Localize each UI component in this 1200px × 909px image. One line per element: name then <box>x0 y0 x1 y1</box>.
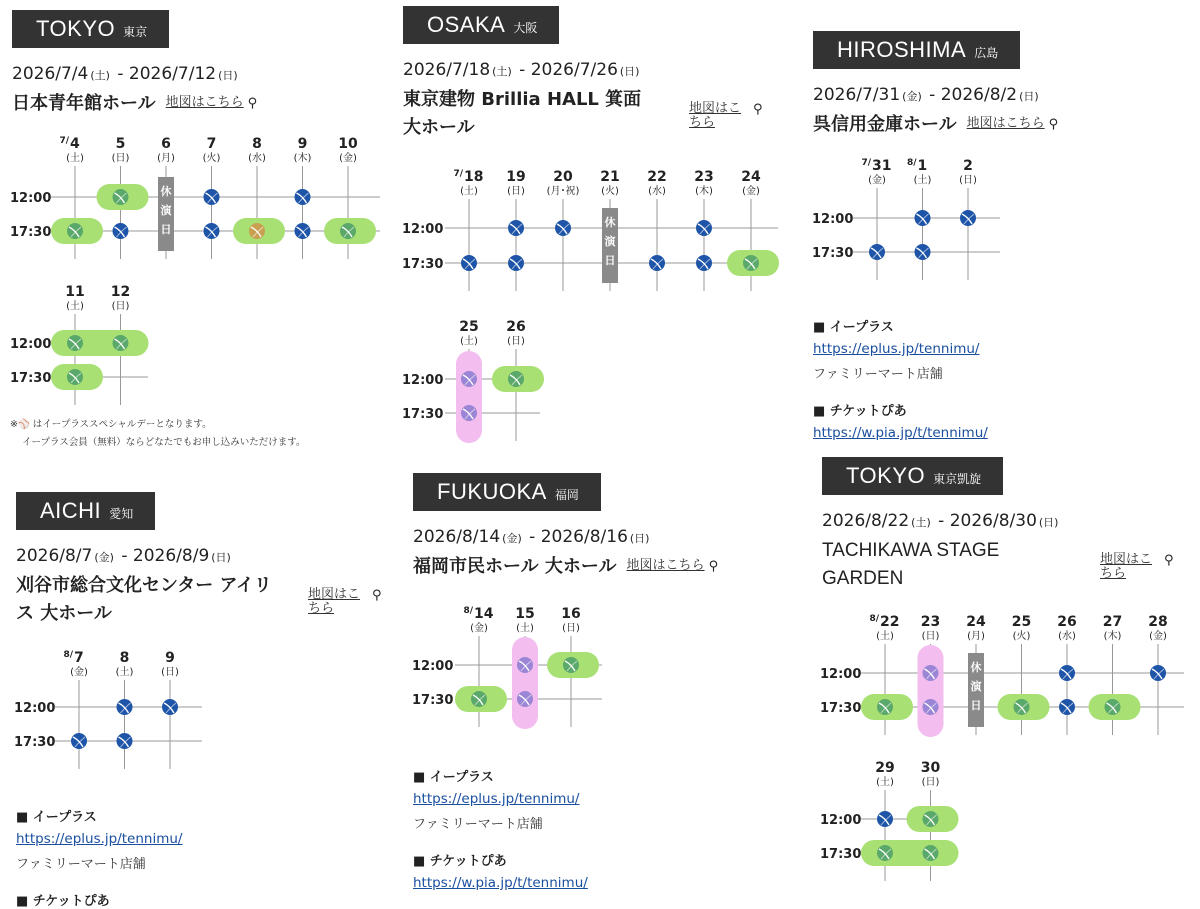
city-name-en: HIROSHIMA <box>837 37 967 62</box>
pink-ball-icon <box>461 371 477 387</box>
weekday-label: (日) <box>562 623 580 634</box>
day-number: 10 <box>338 136 358 152</box>
day-number: 23 <box>694 169 714 185</box>
weekday-label: (火) <box>202 153 221 164</box>
weekday-label: (月) <box>157 153 175 164</box>
aichi-section <box>16 492 396 628</box>
weekday-label: (日) <box>921 777 940 788</box>
fukuoka-section <box>413 473 793 581</box>
day-number: 18 <box>464 169 484 185</box>
city-name-jp: 広島 <box>974 46 999 60</box>
month-label: 8/ <box>906 158 917 168</box>
performance-ball-icon <box>508 255 524 271</box>
city-tag <box>813 31 1020 69</box>
special-ball-icon <box>563 657 579 673</box>
weekday-label: (土) <box>66 301 84 312</box>
closed-day-char: 演 <box>970 680 982 693</box>
day-number: 2 <box>963 158 973 174</box>
closed-day-char: 休 <box>160 185 172 198</box>
pink-ball-icon <box>461 405 477 421</box>
day-number: 12 <box>110 284 131 300</box>
pia-heading: ■ チケットぴあ <box>413 854 507 869</box>
day-number: 20 <box>553 169 573 185</box>
schedule-grid <box>410 600 610 730</box>
time-label: 17:30 <box>412 693 454 708</box>
day-number: 9 <box>165 650 175 666</box>
weekday-label: (日) <box>921 631 940 642</box>
special-day-note: ※⚾ はイープラススペシャルデーとなります。 イープラス会員（無料）ならどなたでもお申し込みいただけます。 <box>10 419 306 448</box>
city-tag <box>16 492 155 530</box>
performance-ball-icon <box>113 223 129 239</box>
venue-name: 刈谷市総合文化センター アイリ ス 大ホール <box>16 575 272 624</box>
schedule-grid <box>810 152 1010 282</box>
schedule-grid <box>12 644 212 774</box>
special-ball-icon <box>113 335 129 351</box>
weekday-label: (木) <box>1103 631 1122 642</box>
weekday-label: (木) <box>695 186 713 197</box>
special-day-highlight <box>861 840 959 866</box>
eplus-heading: ■ イープラス <box>16 810 97 825</box>
closed-day-char: 休 <box>604 216 616 229</box>
closed-day-char: 演 <box>160 204 172 217</box>
special-ball-icon <box>67 223 83 239</box>
month-label: 7/ <box>453 169 463 179</box>
pink-ball-icon <box>923 699 939 715</box>
date-range: 2026/8/7 (金) - 2026/8/9 (日) <box>16 546 231 566</box>
month-label: 7/ <box>861 158 871 168</box>
time-label: 17:30 <box>812 246 854 261</box>
date-range: 2026/8/14 (金) - 2026/8/16 (日) <box>413 527 650 547</box>
weekday-label: (土) <box>913 175 932 186</box>
map-link[interactable]: 地図はこちら <box>165 95 244 110</box>
weekday-label: (土) <box>460 336 478 347</box>
performance-ball-icon <box>877 811 893 827</box>
weekday-label: (日) <box>161 667 179 678</box>
pink-highlight <box>456 351 482 443</box>
day-number: 29 <box>875 760 895 776</box>
city-name-en: AICHI <box>40 498 102 523</box>
performance-ball-icon <box>204 223 220 239</box>
day-number: 6 <box>161 136 171 152</box>
day-number: 8 <box>252 136 262 152</box>
city-name-jp: 東京凱旋 <box>933 472 982 486</box>
day-number: 30 <box>920 760 941 776</box>
city-name-en: FUKUOKA <box>437 479 547 504</box>
venue-name: 福岡市民ホール 大ホール <box>413 556 617 577</box>
map-pin-icon: ⚲ <box>1164 553 1174 568</box>
city-tag <box>822 457 1003 495</box>
pink-ball-icon <box>517 691 533 707</box>
weekday-label: (土) <box>516 623 534 634</box>
venue-row <box>12 90 392 118</box>
osaka-section <box>403 6 783 142</box>
closed-day-char: 日 <box>604 254 616 267</box>
day-number: 14 <box>474 606 494 622</box>
schedule-grid <box>400 313 600 453</box>
performance-ball-icon <box>915 244 931 260</box>
day-number: 27 <box>1102 614 1123 630</box>
special-ball-icon <box>1014 699 1030 715</box>
special-ball-icon <box>471 691 487 707</box>
performance-ball-icon <box>696 220 712 236</box>
day-number: 28 <box>1148 614 1168 630</box>
city-name-jp: 福岡 <box>554 488 579 502</box>
special-day-highlight <box>51 330 149 356</box>
eplus-link[interactable]: https://eplus.jp/tennimu/ <box>16 831 183 847</box>
eplus-store-text: ファミリーマート店舗 <box>413 817 543 832</box>
venue-name: 東京建物 Brillia HALL 箕面 大ホール <box>403 89 642 138</box>
weekday-label: (金) <box>742 186 760 197</box>
city-name-jp: 東京 <box>123 25 148 39</box>
month-label: 8/ <box>63 650 73 660</box>
day-number: 1 <box>917 158 928 174</box>
time-label: 17:30 <box>10 371 52 386</box>
weekday-label: (日) <box>111 301 130 312</box>
date-range: 2026/8/22 (土) - 2026/8/30 (日) <box>822 511 1059 531</box>
special-ball-icon <box>67 369 83 385</box>
map-pin-icon: ⚲ <box>372 588 382 603</box>
day-number: 9 <box>297 136 308 152</box>
map-pin-icon: ⚲ <box>753 102 763 117</box>
special-ball-icon <box>743 255 759 271</box>
pia-heading: ■ チケットぴあ <box>16 894 110 909</box>
day-number: 22 <box>647 169 667 185</box>
date-range: 2026/7/4 (土) - 2026/7/12 (日) <box>12 64 238 84</box>
weekday-label: (金) <box>1149 631 1167 642</box>
tokyo1-section <box>12 10 392 118</box>
special-ball-icon <box>340 223 356 239</box>
schedule-grid <box>400 163 785 293</box>
performance-ball-icon <box>162 699 178 715</box>
performance-ball-icon <box>869 244 885 260</box>
weekday-label: (土) <box>876 777 894 788</box>
date-range: 2026/7/18 (土) - 2026/7/26 (日) <box>403 60 640 80</box>
day-number: 23 <box>920 614 941 630</box>
day-number: 4 <box>70 136 80 152</box>
weekday-label: (日) <box>507 336 525 347</box>
pia-link[interactable]: https://w.pia.jp/t/tennimu/ <box>413 875 588 891</box>
special-ball-icon <box>113 189 129 205</box>
venue-row <box>822 537 1192 593</box>
weekday-label: (金) <box>470 623 488 634</box>
map-link[interactable]: 地図はこ ちら <box>1100 552 1153 581</box>
performance-ball-icon <box>696 255 712 271</box>
day-number: 31 <box>872 158 892 174</box>
day-number: 22 <box>880 614 900 630</box>
weekday-label: (日) <box>959 175 977 186</box>
eplus-heading: ■ イープラス <box>413 770 494 785</box>
performance-ball-icon <box>649 255 665 271</box>
closed-day-char: 日 <box>970 699 982 712</box>
city-tag <box>403 6 559 44</box>
city-name-jp: 愛知 <box>109 507 134 521</box>
day-number: 7 <box>206 136 217 152</box>
performance-ball-icon <box>1059 699 1075 715</box>
performance-ball-icon <box>960 210 976 226</box>
time-label: 17:30 <box>820 847 862 862</box>
time-label: 12:00 <box>412 659 454 674</box>
venue-row <box>403 86 783 142</box>
hiroshima-ticket-info <box>813 298 1193 441</box>
weekday-label: (日) <box>111 153 130 164</box>
closed-day-char: 日 <box>160 223 172 236</box>
time-label: 17:30 <box>402 407 444 422</box>
schedule-grid <box>818 754 1018 884</box>
performance-ball-icon <box>117 699 133 715</box>
city-tag <box>12 10 169 48</box>
special-ball-icon <box>508 371 524 387</box>
time-label: 12:00 <box>10 191 52 206</box>
closed-day-char: 休 <box>970 661 982 674</box>
special-ball-icon <box>249 223 265 239</box>
weekday-label: (火) <box>1012 631 1031 642</box>
month-label: 8/ <box>869 614 879 624</box>
day-number: 25 <box>459 319 479 335</box>
performance-ball-icon <box>117 733 133 749</box>
map-pin-icon: ⚲ <box>247 96 258 111</box>
venue-name: 日本青年館ホール <box>12 93 156 114</box>
pia-link[interactable]: https://w.pia.jp/t/tennimu/ <box>813 425 988 441</box>
day-number: 7 <box>74 650 84 666</box>
time-label: 12:00 <box>14 701 56 716</box>
month-label: 7/ <box>59 136 69 146</box>
pia-heading: ■ チケットぴあ <box>813 404 907 419</box>
eplus-store-text: ファミリーマート店舗 <box>16 857 146 872</box>
day-number: 25 <box>1011 614 1032 630</box>
month-label: 8/ <box>463 606 473 616</box>
schedule-grid <box>818 608 1198 738</box>
time-label: 12:00 <box>10 337 52 352</box>
weekday-label: (土) <box>460 186 478 197</box>
venue-row <box>413 553 793 581</box>
time-label: 17:30 <box>10 225 52 240</box>
performance-ball-icon <box>508 220 524 236</box>
venue-row <box>813 111 1193 139</box>
weekday-label: (火) <box>601 186 619 197</box>
time-label: 17:30 <box>14 735 56 750</box>
fukuoka-ticket-info <box>413 748 793 891</box>
weekday-label: (土) <box>876 631 894 642</box>
day-number: 21 <box>600 169 620 185</box>
time-label: 17:30 <box>820 701 862 716</box>
schedule-grid <box>8 278 208 408</box>
weekday-label: (月･祝) <box>546 186 580 197</box>
hiroshima-section <box>813 31 1193 139</box>
closed-day-char: 演 <box>604 235 616 248</box>
special-ball-icon <box>67 335 83 351</box>
city-name-en: TOKYO <box>846 463 926 488</box>
eplus-link[interactable]: https://eplus.jp/tennimu/ <box>813 341 980 357</box>
performance-ball-icon <box>555 220 571 236</box>
day-number: 8 <box>119 650 130 666</box>
special-ball-icon <box>923 811 939 827</box>
venue-name: TACHIKAWA STAGE GARDEN <box>822 540 1000 589</box>
day-number: 15 <box>515 606 535 622</box>
map-link[interactable]: 地図はこ ちら <box>689 101 742 130</box>
weekday-label: (水) <box>1058 631 1076 642</box>
day-number: 24 <box>966 614 986 630</box>
weekday-label: (金) <box>70 667 88 678</box>
tokyo2-section <box>822 457 1192 593</box>
time-label: 12:00 <box>820 667 862 682</box>
map-pin-icon: ⚲ <box>708 559 719 574</box>
pink-highlight <box>512 637 538 729</box>
day-number: 11 <box>65 284 85 300</box>
date-range: 2026/7/31 (金) - 2026/8/2 (日) <box>813 85 1039 105</box>
time-label: 12:00 <box>820 813 862 828</box>
performance-ball-icon <box>204 189 220 205</box>
performance-ball-icon <box>295 189 311 205</box>
pink-ball-icon <box>923 665 939 681</box>
map-link[interactable]: 地図はこちら <box>966 116 1045 131</box>
time-label: 12:00 <box>402 222 444 237</box>
map-link[interactable]: 地図はこちら <box>626 558 705 573</box>
performance-ball-icon <box>461 255 477 271</box>
special-ball-icon <box>877 699 893 715</box>
weekday-label: (水) <box>648 186 666 197</box>
schedule-grid <box>8 130 388 260</box>
city-name-en: OSAKA <box>427 12 506 37</box>
day-number: 19 <box>506 169 526 185</box>
weekday-label: (土) <box>115 667 134 678</box>
weekday-label: (土) <box>66 153 84 164</box>
performance-ball-icon <box>295 223 311 239</box>
day-number: 26 <box>1057 614 1077 630</box>
weekday-label: (木) <box>293 153 312 164</box>
weekday-label: (水) <box>248 153 266 164</box>
weekday-label: (日) <box>507 186 525 197</box>
aichi-ticket-info <box>16 788 396 909</box>
weekday-label: (金) <box>868 175 886 186</box>
day-number: 26 <box>506 319 526 335</box>
city-tag <box>413 473 601 511</box>
day-number: 5 <box>115 136 126 152</box>
venue-name: 呉信用金庫ホール <box>813 114 957 135</box>
day-number: 24 <box>741 169 761 185</box>
performance-ball-icon <box>915 210 931 226</box>
time-label: 12:00 <box>402 373 444 388</box>
city-name-jp: 大阪 <box>513 21 538 35</box>
map-pin-icon: ⚲ <box>1048 117 1059 132</box>
special-ball-icon <box>877 845 893 861</box>
weekday-label: (月) <box>967 631 985 642</box>
pink-highlight <box>918 645 944 737</box>
pink-ball-icon <box>517 657 533 673</box>
city-name-en: TOKYO <box>36 16 116 41</box>
eplus-store-text: ファミリーマート店舗 <box>813 367 943 382</box>
map-link[interactable]: 地図はこ ちら <box>308 587 361 616</box>
special-ball-icon <box>923 845 939 861</box>
day-number: 16 <box>561 606 581 622</box>
performance-ball-icon <box>1150 665 1166 681</box>
performance-ball-icon <box>71 733 87 749</box>
eplus-link[interactable]: https://eplus.jp/tennimu/ <box>413 791 580 807</box>
performance-ball-icon <box>1059 665 1075 681</box>
venue-row <box>16 572 396 628</box>
time-label: 12:00 <box>812 212 854 227</box>
eplus-heading: ■ イープラス <box>813 320 894 335</box>
special-ball-icon <box>1105 699 1121 715</box>
weekday-label: (金) <box>339 153 357 164</box>
time-label: 17:30 <box>402 257 444 272</box>
